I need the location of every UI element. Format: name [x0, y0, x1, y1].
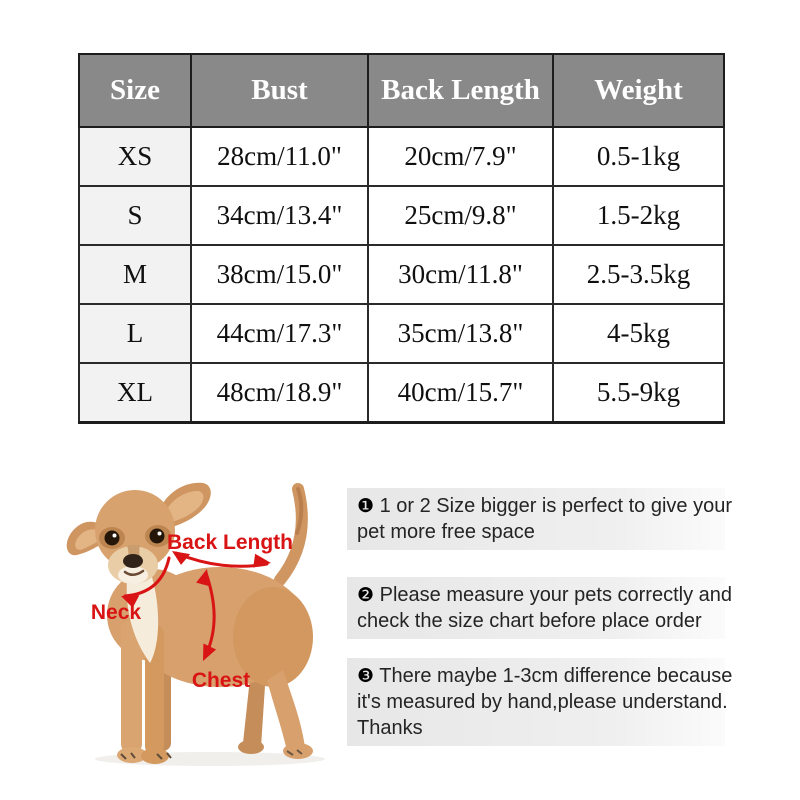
table-row-xl [79, 363, 724, 423]
cell-size: XS [79, 127, 191, 186]
cell-back-length: 35cm/13.8" [368, 304, 553, 363]
table-header-row [79, 54, 724, 127]
note-2 [347, 577, 733, 639]
table-row-xs [79, 127, 724, 186]
note-3-line-2: it's measured by hand,please understand. [357, 691, 728, 713]
note-1-line-2: pet more free space [357, 521, 535, 543]
cell-bust: 34cm/13.4" [191, 186, 368, 245]
cell-weight: 1.5-2kg [553, 186, 724, 245]
table-row-s [79, 186, 724, 245]
cell-weight: 4-5kg [553, 304, 724, 363]
col-header-weight: Weight [553, 54, 724, 127]
col-header-back-length: Back Length [368, 54, 553, 127]
note-1-line-1: 1 or 2 Size bigger is perfect to give your [379, 495, 733, 517]
neck-label: Neck [90, 601, 142, 624]
back-length-arrow [176, 553, 267, 566]
table-row-m [79, 245, 724, 304]
note-3-line-1: There maybe 1-3cm difference because [379, 665, 733, 687]
note-3 [347, 658, 733, 746]
size-chart-table [78, 53, 725, 424]
cell-back-length: 20cm/7.9" [368, 127, 553, 186]
col-header-bust: Bust [191, 54, 368, 127]
cell-bust: 28cm/11.0" [191, 127, 368, 186]
note-1-bullet-icon: ❶ [357, 495, 375, 517]
cell-weight: 2.5-3.5kg [553, 245, 724, 304]
cell-weight: 5.5-9kg [553, 363, 724, 423]
cell-bust: 44cm/17.3" [191, 304, 368, 363]
note-3-bullet-icon: ❸ [357, 665, 375, 687]
cell-size: M [79, 245, 191, 304]
cell-back-length: 40cm/15.7" [368, 363, 553, 423]
note-3-line-3: Thanks [357, 717, 423, 739]
cell-size: S [79, 186, 191, 245]
note-1 [347, 488, 733, 550]
cell-size: XL [79, 363, 191, 423]
cell-bust: 48cm/18.9" [191, 363, 368, 423]
note-2-bullet-icon: ❷ [357, 584, 375, 606]
cell-bust: 38cm/15.0" [191, 245, 368, 304]
table-row-l [79, 304, 724, 363]
note-2-line-2: check the size chart before place order [357, 610, 702, 632]
col-header-size: Size [79, 54, 191, 127]
cell-back-length: 30cm/11.8" [368, 245, 553, 304]
back-length-label: Back Length [166, 531, 294, 554]
note-2-line-1: Please measure your pets correctly and [379, 584, 733, 606]
cell-size: L [79, 304, 191, 363]
cell-back-length: 25cm/9.8" [368, 186, 553, 245]
chest-label: Chest [191, 669, 251, 692]
dog-measurement-diagram [55, 475, 340, 770]
cell-weight: 0.5-1kg [553, 127, 724, 186]
